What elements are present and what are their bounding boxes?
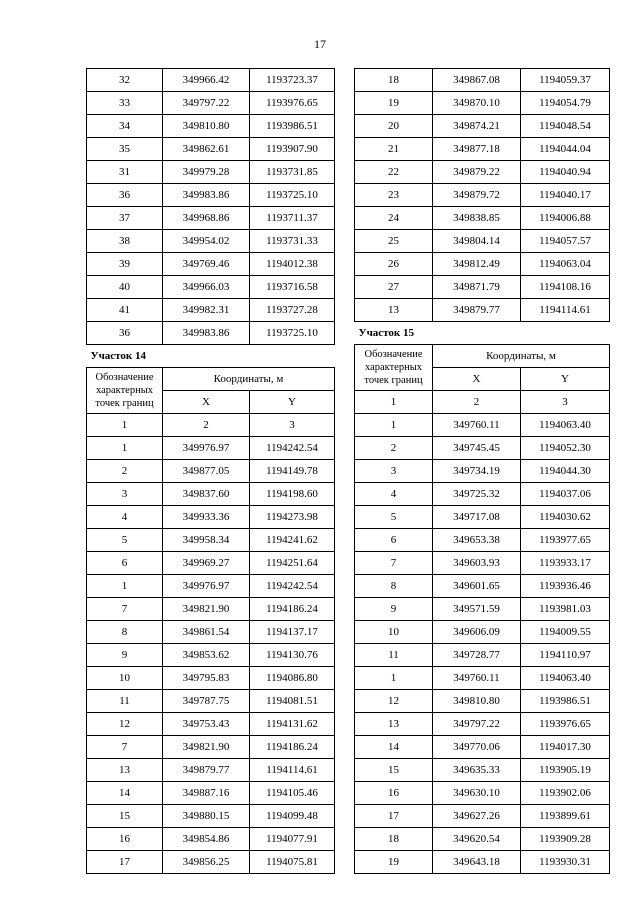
coord-y: 1193976.65 (521, 713, 610, 736)
coord-y: 1194048.54 (521, 115, 610, 138)
point-number: 11 (87, 690, 163, 713)
coord-y: 1194006.88 (521, 207, 610, 230)
point-number: 40 (87, 276, 163, 299)
coord-y: 1194273.98 (250, 506, 335, 529)
coord-y: 1194037.06 (521, 483, 610, 506)
table-row (355, 253, 610, 276)
coord-x: 349887.16 (163, 782, 250, 805)
point-number: 3 (87, 483, 163, 506)
header-point-name: Обозначение характерных точек границ (355, 345, 433, 391)
coord-x: 349867.08 (433, 69, 521, 92)
table-row (87, 460, 335, 483)
table-row (87, 690, 335, 713)
coord-y: 1194057.57 (521, 230, 610, 253)
coord-x: 349797.22 (433, 713, 521, 736)
point-number: 1 (87, 575, 163, 598)
table-row (355, 851, 610, 874)
header-numbers-row (87, 414, 335, 437)
point-number: 27 (355, 276, 433, 299)
coord-y: 1193930.31 (521, 851, 610, 874)
coord-y: 1194081.51 (250, 690, 335, 713)
coord-y: 1194242.54 (250, 575, 335, 598)
point-number: 34 (87, 115, 163, 138)
table-row (87, 529, 335, 552)
coord-y: 1194063.40 (521, 414, 610, 437)
table-row (355, 552, 610, 575)
point-number: 12 (355, 690, 433, 713)
coord-y: 1193986.51 (521, 690, 610, 713)
coord-x: 349812.49 (433, 253, 521, 276)
coord-y: 1194110.97 (521, 644, 610, 667)
table-row (87, 621, 335, 644)
coord-y: 1194063.40 (521, 667, 610, 690)
table-row (87, 828, 335, 851)
coord-y: 1193986.51 (250, 115, 335, 138)
coord-x: 349620.54 (433, 828, 521, 851)
coord-y: 1194149.78 (250, 460, 335, 483)
coord-x: 349976.97 (163, 437, 250, 460)
coord-x: 349627.26 (433, 805, 521, 828)
table-row (87, 161, 335, 184)
coord-x: 349979.28 (163, 161, 250, 184)
table-row (355, 759, 610, 782)
table-row (87, 299, 335, 322)
point-number: 31 (87, 161, 163, 184)
table-row (87, 598, 335, 621)
point-number: 16 (355, 782, 433, 805)
column-number-1: 1 (87, 414, 163, 437)
table-row (355, 644, 610, 667)
coord-x: 349769.46 (163, 253, 250, 276)
table-row (87, 805, 335, 828)
table-row (87, 253, 335, 276)
coord-y: 1194044.04 (521, 138, 610, 161)
table-row (87, 69, 335, 92)
coord-x: 349760.11 (433, 414, 521, 437)
coord-x: 349958.34 (163, 529, 250, 552)
table-row (87, 138, 335, 161)
coord-x: 349862.61 (163, 138, 250, 161)
coord-y: 1194054.79 (521, 92, 610, 115)
right-coordinates-table (354, 68, 610, 874)
point-number: 13 (87, 759, 163, 782)
coord-y: 1193981.03 (521, 598, 610, 621)
point-number: 14 (87, 782, 163, 805)
table-row (355, 207, 610, 230)
coord-x: 349797.22 (163, 92, 250, 115)
coord-x: 349821.90 (163, 598, 250, 621)
table-row (355, 782, 610, 805)
coord-x: 349810.80 (433, 690, 521, 713)
coord-y: 1194059.37 (521, 69, 610, 92)
coord-x: 349630.10 (433, 782, 521, 805)
coord-x: 349770.06 (433, 736, 521, 759)
coord-y: 1193899.61 (521, 805, 610, 828)
table-row (87, 322, 335, 345)
point-number: 22 (355, 161, 433, 184)
column-number-3: 3 (250, 414, 335, 437)
point-number: 11 (355, 644, 433, 667)
coord-x: 349874.21 (433, 115, 521, 138)
point-number: 5 (87, 529, 163, 552)
coord-y: 1193723.37 (250, 69, 335, 92)
table-row (87, 483, 335, 506)
table-row (87, 759, 335, 782)
coord-y: 1194012.38 (250, 253, 335, 276)
table-row (355, 299, 610, 322)
coord-x: 349795.83 (163, 667, 250, 690)
table-row (355, 69, 610, 92)
point-number: 33 (87, 92, 163, 115)
header-y: Y (521, 368, 610, 391)
coord-x: 349717.08 (433, 506, 521, 529)
coord-x: 349861.54 (163, 621, 250, 644)
table-row (355, 575, 610, 598)
coord-x: 349853.62 (163, 644, 250, 667)
table-row (87, 276, 335, 299)
table-row (87, 92, 335, 115)
table-row (355, 483, 610, 506)
point-number: 19 (355, 92, 433, 115)
point-number: 3 (355, 460, 433, 483)
point-number: 18 (355, 69, 433, 92)
point-number: 9 (355, 598, 433, 621)
point-number: 1 (87, 437, 163, 460)
table-row (87, 713, 335, 736)
column-number-1: 1 (355, 391, 433, 414)
header-row (355, 345, 610, 368)
point-number: 18 (355, 828, 433, 851)
point-number: 25 (355, 230, 433, 253)
point-number: 37 (87, 207, 163, 230)
coord-y: 1194030.62 (521, 506, 610, 529)
coord-x: 349787.75 (163, 690, 250, 713)
coord-y: 1194044.30 (521, 460, 610, 483)
coord-y: 1194017.30 (521, 736, 610, 759)
header-x: X (433, 368, 521, 391)
coord-x: 349854.86 (163, 828, 250, 851)
header-coordinates: Координаты, м (163, 368, 335, 391)
header-y: Y (250, 391, 335, 414)
table-row (87, 437, 335, 460)
table-row (87, 644, 335, 667)
coord-y: 1194131.62 (250, 713, 335, 736)
coord-x: 349871.79 (433, 276, 521, 299)
coord-y: 1193909.28 (521, 828, 610, 851)
coord-x: 349877.18 (433, 138, 521, 161)
point-number: 2 (87, 460, 163, 483)
coord-x: 349571.59 (433, 598, 521, 621)
point-number: 23 (355, 184, 433, 207)
table-row (87, 552, 335, 575)
coord-y: 1193976.65 (250, 92, 335, 115)
point-number: 12 (87, 713, 163, 736)
table-row (355, 736, 610, 759)
coord-x: 349603.93 (433, 552, 521, 575)
point-number: 41 (87, 299, 163, 322)
table-row (87, 230, 335, 253)
coord-y: 1193731.85 (250, 161, 335, 184)
point-number: 39 (87, 253, 163, 276)
coord-y: 1193936.46 (521, 575, 610, 598)
coord-x: 349601.65 (433, 575, 521, 598)
point-number: 20 (355, 115, 433, 138)
coord-y: 1194241.62 (250, 529, 335, 552)
table-row (355, 276, 610, 299)
coord-y: 1194186.24 (250, 736, 335, 759)
point-number: 17 (355, 805, 433, 828)
section-title-row (87, 345, 335, 368)
header-x: X (163, 391, 250, 414)
point-number: 4 (355, 483, 433, 506)
coord-x: 349725.32 (433, 483, 521, 506)
table-row (355, 690, 610, 713)
coord-y: 1194099.48 (250, 805, 335, 828)
point-number: 26 (355, 253, 433, 276)
table-row (87, 575, 335, 598)
point-number: 16 (87, 828, 163, 851)
header-point-name: Обозначение характерных точек границ (87, 368, 163, 414)
coord-x: 349606.09 (433, 621, 521, 644)
point-number: 10 (355, 621, 433, 644)
coord-y: 1193727.28 (250, 299, 335, 322)
coord-y: 1194077.91 (250, 828, 335, 851)
point-number: 38 (87, 230, 163, 253)
point-number: 13 (355, 713, 433, 736)
table-row (355, 667, 610, 690)
coord-x: 349982.31 (163, 299, 250, 322)
coord-x: 349966.03 (163, 276, 250, 299)
table-row (355, 828, 610, 851)
coord-y: 1194075.81 (250, 851, 335, 874)
coord-y: 1193902.06 (521, 782, 610, 805)
point-number: 7 (87, 598, 163, 621)
point-number: 36 (87, 184, 163, 207)
column-number-3: 3 (521, 391, 610, 414)
coord-y: 1193725.10 (250, 184, 335, 207)
section-title-row (355, 322, 610, 345)
coord-y: 1193933.17 (521, 552, 610, 575)
coord-y: 1194242.54 (250, 437, 335, 460)
point-number: 7 (355, 552, 433, 575)
table-row (87, 115, 335, 138)
coord-x: 349804.14 (433, 230, 521, 253)
table-row (355, 529, 610, 552)
point-number: 8 (355, 575, 433, 598)
table-row (87, 184, 335, 207)
coord-y: 1194105.46 (250, 782, 335, 805)
coord-y: 1194052.30 (521, 437, 610, 460)
coord-x: 349635.33 (433, 759, 521, 782)
coord-y: 1194251.64 (250, 552, 335, 575)
coord-x: 349880.15 (163, 805, 250, 828)
point-number: 14 (355, 736, 433, 759)
section-title: Участок 15 (355, 322, 610, 345)
point-number: 1 (355, 414, 433, 437)
point-number: 15 (87, 805, 163, 828)
coord-x: 349966.42 (163, 69, 250, 92)
table-row (355, 230, 610, 253)
table-row (87, 782, 335, 805)
coord-x: 349976.97 (163, 575, 250, 598)
header-numbers-row (355, 391, 610, 414)
coord-x: 349983.86 (163, 184, 250, 207)
page-number: 17 (314, 37, 326, 51)
table-row (355, 506, 610, 529)
coord-x: 349760.11 (433, 667, 521, 690)
coord-x: 349983.86 (163, 322, 250, 345)
header-coordinates: Координаты, м (433, 345, 610, 368)
coord-y: 1193907.90 (250, 138, 335, 161)
table-row (355, 598, 610, 621)
point-number: 19 (355, 851, 433, 874)
coord-x: 349879.77 (433, 299, 521, 322)
coord-y: 1194130.76 (250, 644, 335, 667)
point-number: 17 (87, 851, 163, 874)
section-title: Участок 14 (87, 345, 335, 368)
coord-x: 349728.77 (433, 644, 521, 667)
header-row (87, 368, 335, 391)
coord-x: 349933.36 (163, 506, 250, 529)
point-number: 7 (87, 736, 163, 759)
coord-y: 1194108.16 (521, 276, 610, 299)
point-number: 4 (87, 506, 163, 529)
coord-x: 349879.77 (163, 759, 250, 782)
coord-y: 1193977.65 (521, 529, 610, 552)
coord-y: 1193711.37 (250, 207, 335, 230)
coord-x: 349969.27 (163, 552, 250, 575)
coord-x: 349870.10 (433, 92, 521, 115)
point-number: 36 (87, 322, 163, 345)
coord-y: 1193716.58 (250, 276, 335, 299)
table-row (355, 437, 610, 460)
coord-y: 1194114.61 (250, 759, 335, 782)
coord-x: 349877.05 (163, 460, 250, 483)
point-number: 5 (355, 506, 433, 529)
point-number: 8 (87, 621, 163, 644)
coord-y: 1193731.33 (250, 230, 335, 253)
table-row (355, 115, 610, 138)
point-number: 32 (87, 69, 163, 92)
point-number: 1 (355, 667, 433, 690)
point-number: 6 (355, 529, 433, 552)
coord-x: 349879.72 (433, 184, 521, 207)
point-number: 6 (87, 552, 163, 575)
table-row (355, 161, 610, 184)
table-row (87, 207, 335, 230)
point-number: 13 (355, 299, 433, 322)
coord-x: 349753.43 (163, 713, 250, 736)
point-number: 2 (355, 437, 433, 460)
table-row (87, 736, 335, 759)
coord-y: 1194137.17 (250, 621, 335, 644)
point-number: 15 (355, 759, 433, 782)
coord-x: 349810.80 (163, 115, 250, 138)
table-row (87, 667, 335, 690)
coord-x: 349821.90 (163, 736, 250, 759)
point-number: 35 (87, 138, 163, 161)
coord-y: 1194114.61 (521, 299, 610, 322)
coord-y: 1193905.19 (521, 759, 610, 782)
table-row (87, 506, 335, 529)
coord-x: 349745.45 (433, 437, 521, 460)
point-number: 24 (355, 207, 433, 230)
table-row (355, 805, 610, 828)
coord-y: 1194063.04 (521, 253, 610, 276)
coord-x: 349734.19 (433, 460, 521, 483)
coord-y: 1194009.55 (521, 621, 610, 644)
column-number-2: 2 (163, 414, 250, 437)
left-coordinates-table (86, 68, 335, 874)
coord-x: 349653.38 (433, 529, 521, 552)
point-number: 10 (87, 667, 163, 690)
point-number: 9 (87, 644, 163, 667)
table-row (355, 414, 610, 437)
coord-y: 1194040.17 (521, 184, 610, 207)
coord-x: 349968.86 (163, 207, 250, 230)
coord-x: 349838.85 (433, 207, 521, 230)
coord-x: 349954.02 (163, 230, 250, 253)
table-row (355, 138, 610, 161)
coord-x: 349643.18 (433, 851, 521, 874)
table-row (355, 184, 610, 207)
point-number: 21 (355, 138, 433, 161)
coord-x: 349837.60 (163, 483, 250, 506)
coord-x: 349879.22 (433, 161, 521, 184)
table-row (87, 851, 335, 874)
table-row (355, 621, 610, 644)
coord-x: 349856.25 (163, 851, 250, 874)
coord-y: 1194186.24 (250, 598, 335, 621)
coord-y: 1194086.80 (250, 667, 335, 690)
coord-y: 1194198.60 (250, 483, 335, 506)
column-number-2: 2 (433, 391, 521, 414)
table-row (355, 92, 610, 115)
coord-y: 1194040.94 (521, 161, 610, 184)
coord-y: 1193725.10 (250, 322, 335, 345)
table-row (355, 713, 610, 736)
table-row (355, 460, 610, 483)
